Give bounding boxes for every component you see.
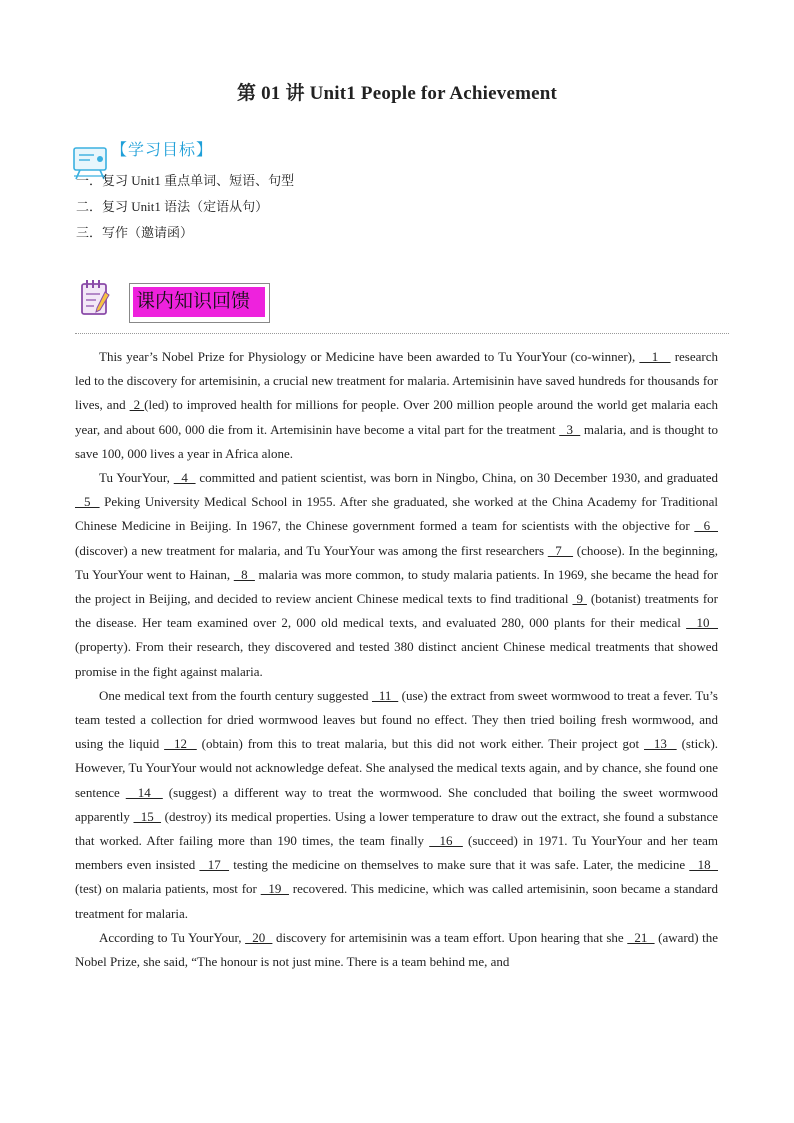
answer-blank: 16 <box>429 833 463 849</box>
passage-text: (stick). However, Tu YourYour would not acknowledge defeat. She analysed the medical texts again, and by chance, she found one sentence <box>75 736 719 800</box>
answer-blank: 19 <box>260 881 289 897</box>
answer-blank: 2 <box>129 397 145 413</box>
passage-text: According to Tu YourYour, <box>99 929 246 945</box>
answer-blank: 7 <box>547 542 574 558</box>
passage-text: (obtain) from this to treat malaria, but this did not work either. Their project got <box>196 736 645 752</box>
answer-blank: 8 <box>233 566 255 582</box>
objective-item: 二．复习 Unit1 语法（定语从句） <box>76 199 269 214</box>
passage-text: malaria was more common, to study malaria patients. In 1969, she became the head for the project in Beijing, and decided to review ancient Chinese medical texts to find traditional <box>75 566 718 607</box>
answer-blank: 17 <box>199 857 230 873</box>
answer-blank: 13 <box>644 736 677 752</box>
passage-paragraph <box>75 926 718 974</box>
passage-text: (discover) a new treatment for malaria, and Tu YourYour was among the first researchers <box>75 542 548 558</box>
passage-text: research led to the discovery for artemisinin, a crucial new treatment for malaria. Artemisinin have saved hundreds for thousands for lives, and <box>75 349 718 413</box>
answer-blank: 21 <box>627 929 655 945</box>
passage-text: (succeed) in 1971. Tu YourYour and her team members even insisted <box>75 833 719 873</box>
passage-paragraph <box>75 684 718 926</box>
dotted-divider <box>75 333 729 334</box>
answer-blank: 4 <box>173 470 196 486</box>
passage-text: This year’s Nobel Prize for Physiology or Medicine have been awarded to Tu YourYour (co-winner), <box>99 349 640 364</box>
section-banner <box>129 283 270 323</box>
passage-text: (property). From their research, they discovered and tested 380 distinct ancient Chinese medical treatments that showed promise in the fight against malaria. <box>75 639 718 679</box>
answer-blank: 1 <box>639 349 671 364</box>
passage-text: discovery for artemisinin was a team effort. Upon hearing that she <box>272 929 628 945</box>
passage-text: (led) to improved health for millions for people. Over 200 million people around the world get malaria each year, and about 600, 000 die from it. Artemisinin have become a vital part for the treatment <box>75 397 719 437</box>
passage-text: recovered. This medicine, which was called artemisinin, soon became a standard treatment for malaria. <box>75 881 719 921</box>
answer-blank: 3 <box>559 421 581 437</box>
passage-text: Tu YourYour, <box>99 470 174 486</box>
answer-blank: 18 <box>689 857 719 873</box>
answer-blank: 20 <box>245 929 273 945</box>
answer-blank: 14 <box>125 784 163 800</box>
answer-blank: 5 <box>75 494 100 510</box>
objectives-list <box>76 172 294 250</box>
passage-text: (use) the extract from sweet wormwood to treat a fever. Tu’s team tested a collection for dried wormwood leaves but found no effect. They then tried boiling fresh wormwood, and using the liquid <box>75 687 718 752</box>
passage-text: (botanist) treatments for the disease. Her team examined over 2, 000 old medical texts, and evaluated 280, 000 plants for their medical <box>75 591 718 631</box>
answer-blank: 11 <box>371 687 399 703</box>
answer-blank: 6 <box>694 518 719 534</box>
passage-text: committed and patient scientist, was born in Ningbo, China, on 30 December 1930, and graduated <box>195 470 718 486</box>
passage-text: Peking University Medical School in 1955. After she graduated, she worked at the China Academy for Traditional Chinese Medicine in Beijing. In 1967, the Chinese government formed a team for scientists with the objective for <box>75 494 718 534</box>
answer-blank: 10 <box>686 615 719 631</box>
passage-text: One medical text from the fourth century suggested <box>99 687 372 703</box>
passage-text: (test) on malaria patients, most for <box>75 881 261 897</box>
answer-blank: 15 <box>133 808 162 824</box>
section-banner-label: 课内知识回馈 <box>133 287 265 317</box>
passage-text: malaria, and is thought to save 100, 000 lives a year in Africa alone. <box>75 421 718 461</box>
answer-blank: 12 <box>164 736 197 752</box>
document-title: 第 01 讲 Unit1 People for Achievement <box>236 83 558 104</box>
passage-text: (award) the Nobel Prize, she said, “The honour is not just mine. There is a team behind me, and <box>75 929 719 970</box>
notepad-pencil-icon <box>80 278 110 318</box>
objective-item: 一．复习 Unit1 重点单词、短语、句型 <box>76 173 295 188</box>
objectives-heading: 【学习目标】 <box>111 142 214 159</box>
answer-blank: 9 <box>572 591 587 607</box>
passage-paragraph <box>75 466 718 684</box>
passage-text: (destroy) its medical properties. Using a lower temperature to draw out the extract, she found a substance that worked. After failing more than 190 times, the team finally <box>75 808 719 849</box>
passage-text: (suggest) a different way to treat the wormwood. She concluded that boiling the sweet wormwood apparently <box>75 784 718 824</box>
reading-passage <box>75 345 718 974</box>
objective-item: 三．写作（邀请函） <box>76 225 194 240</box>
passage-paragraph <box>75 345 718 466</box>
passage-text: testing the medicine on themselves to make sure that it was safe. Later, the medicine <box>229 857 690 873</box>
passage-text: (choose). In the beginning, Tu YourYour went to Hainan, <box>75 542 719 582</box>
